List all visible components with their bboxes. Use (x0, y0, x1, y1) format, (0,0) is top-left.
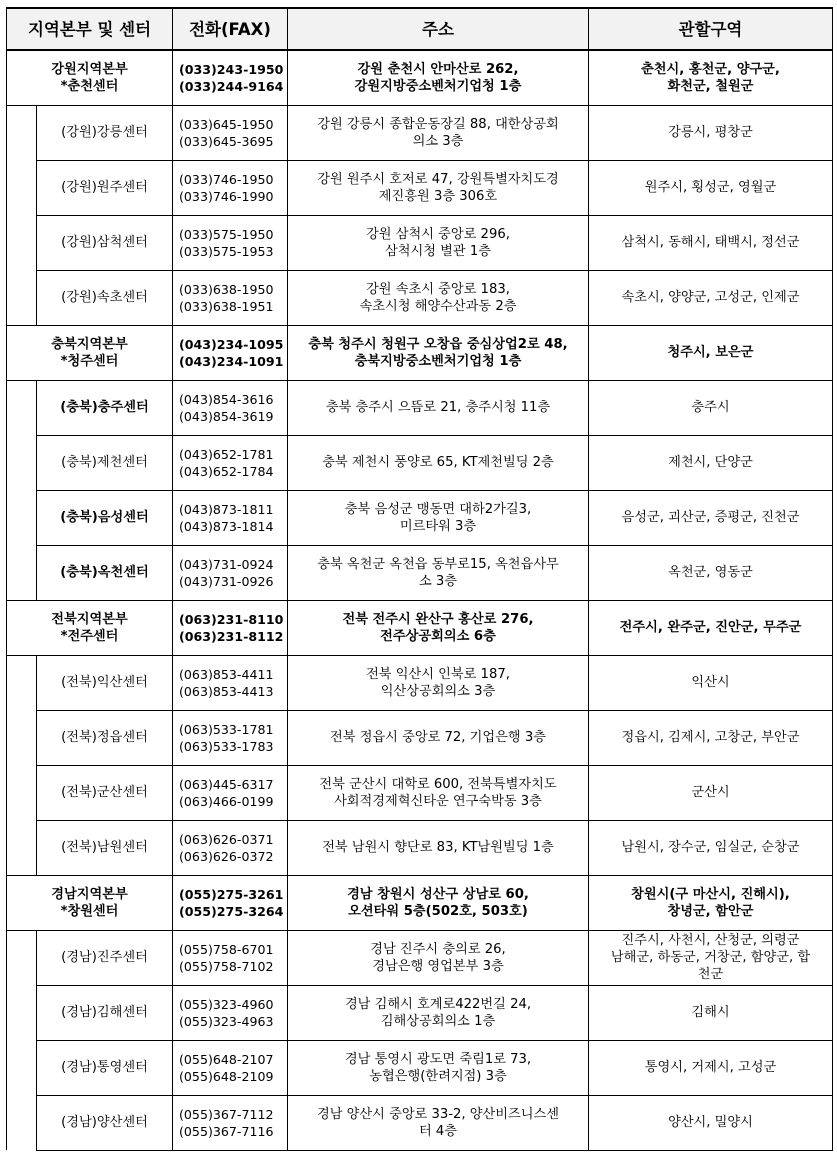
phone-line: (055)648-2107 (179, 1051, 274, 1067)
center-name-line: (충북)제천센터 (61, 455, 148, 470)
phone-line: (055)323-4963 (179, 1013, 274, 1029)
area-cell (589, 490, 833, 545)
address-line: 농협은행(한려지점) 3층 (369, 1068, 507, 1084)
address-cell (288, 1040, 589, 1095)
address-line: 속초시청 해양수산과동 2층 (359, 298, 517, 314)
address-line: 충북 제천시 풍양로 65, KT제천빌딩 2층 (322, 455, 554, 470)
center-row (7, 105, 833, 160)
area-cell (589, 820, 833, 875)
address-line: 강원 삼척시 중앙로 296, (366, 226, 510, 242)
center-name (37, 490, 173, 545)
phone-cell (173, 875, 288, 930)
address-cell (288, 490, 589, 545)
center-name (37, 1040, 173, 1095)
center-name-line: (경남)진주센터 (61, 950, 148, 965)
phone-line: (033)575-1953 (179, 243, 274, 259)
header-region: 지역본부 및 센터 (7, 8, 173, 50)
center-name (37, 435, 173, 490)
address-line: 전북 익산시 인북로 187, (366, 666, 510, 682)
address-line: 강원 강릉시 종합운동장길 88, 대한상공회 (317, 116, 559, 132)
center-name (37, 765, 173, 820)
address-line: 전북 전주시 완산구 홍산로 276, (342, 611, 534, 627)
area-cell (589, 1040, 833, 1095)
center-name (37, 380, 173, 435)
address-line: 경남 김해시 호계로422번길 24, (344, 996, 532, 1012)
address-cell (288, 215, 589, 270)
phone-line: (043)873-1811 (179, 501, 274, 517)
hq-name-line: 경남지역본부 (51, 886, 128, 902)
area-cell (589, 215, 833, 270)
address-line: 충북 옥천군 옥천읍 동부로15, 옥천읍사무 (317, 556, 559, 572)
phone-line: (033)638-1950 (179, 281, 274, 297)
area-cell (589, 105, 833, 160)
address-line: 경남 진주시 충의로 26, (370, 941, 506, 957)
phone-line: (063)231-8110 (179, 611, 284, 627)
area-cell (589, 655, 833, 710)
center-name (37, 270, 173, 325)
phone-cell (173, 215, 288, 270)
phone-cell (173, 1040, 288, 1095)
address-line: 김해상공회의소 1층 (380, 1013, 496, 1029)
phone-line: (063)533-1781 (179, 721, 274, 737)
center-name-line: (충북)충주센터 (60, 400, 149, 415)
address-cell (288, 435, 589, 490)
phone-line: (055)367-7116 (179, 1123, 274, 1139)
phone-line: (033)243-1950 (179, 61, 284, 77)
phone-cell (173, 930, 288, 985)
area-cell (589, 160, 833, 215)
hq-row (7, 50, 833, 105)
center-name-line: (전북)군산센터 (61, 785, 148, 800)
address-cell (288, 765, 589, 820)
center-row (7, 765, 833, 820)
address-line: 전북 정읍시 중앙로 72, 기업은행 3층 (330, 730, 546, 745)
phone-cell (173, 985, 288, 1040)
phone-line: (043)854-3619 (179, 408, 274, 424)
phone-line: (063)853-4413 (179, 683, 274, 699)
address-line: 충북지방중소벤처기업청 1층 (354, 353, 522, 369)
area-cell (589, 270, 833, 325)
phone-cell (173, 160, 288, 215)
center-row (7, 820, 833, 875)
address-line: 충북 충주시 으뜸로 21, 충주시청 11층 (325, 400, 551, 415)
address-cell (288, 710, 589, 765)
area-cell (589, 765, 833, 820)
center-row (7, 380, 833, 435)
phone-cell (173, 765, 288, 820)
phone-line: (043)731-0926 (179, 573, 274, 589)
indent-cell (7, 1040, 37, 1095)
address-cell (288, 985, 589, 1040)
hq-name-line: *춘천센터 (60, 78, 119, 94)
hq-name (7, 50, 173, 105)
center-name (37, 930, 173, 985)
area-line: 군산시 (691, 785, 730, 800)
indent-cell (7, 710, 37, 765)
phone-line: (063)533-1783 (179, 738, 274, 754)
header-address: 주소 (288, 8, 589, 50)
address-cell (288, 1095, 589, 1150)
phone-line: (033)645-3695 (179, 133, 274, 149)
area-cell (589, 930, 833, 985)
phone-line: (043)234-1091 (179, 353, 284, 369)
center-name (37, 985, 173, 1040)
phone-line: (055)758-7102 (179, 958, 274, 974)
center-table (6, 7, 833, 1151)
phone-line: (063)626-0372 (179, 848, 274, 864)
area-cell (589, 600, 833, 655)
area-line: 창원시(구 마산시, 진해시), (631, 886, 790, 902)
hq-name-line: *청주센터 (60, 353, 119, 369)
address-line: 전북 남원시 향단로 83, KT남원빌딩 1층 (322, 840, 554, 855)
indent-cell (7, 380, 37, 435)
address-cell (288, 160, 589, 215)
area-line: 강릉시, 평창군 (668, 125, 753, 140)
address-line: 충북 음성군 맹동면 대하2가길3, (344, 501, 532, 517)
phone-line: (043)873-1814 (179, 518, 274, 534)
phone-line: (033)746-1990 (179, 188, 274, 204)
center-row (7, 545, 833, 600)
address-line: 사회적경제혁신타운 연구숙박동 3층 (334, 793, 542, 809)
center-name-line: (전북)익산센터 (61, 675, 148, 690)
phone-line: (033)645-1950 (179, 116, 274, 132)
area-line: 춘천시, 홍천군, 양구군, (641, 61, 780, 77)
phone-cell (173, 270, 288, 325)
address-cell (288, 930, 589, 985)
area-line: 전주시, 완주군, 진안군, 무주군 (619, 620, 802, 635)
phone-cell (173, 435, 288, 490)
address-cell (288, 325, 589, 380)
center-row (7, 985, 833, 1040)
phone-cell (173, 325, 288, 380)
center-name-line: (경남)통영센터 (61, 1060, 148, 1075)
area-line: 충주시 (691, 400, 730, 415)
hq-name-line: *창원센터 (60, 903, 119, 919)
address-cell (288, 270, 589, 325)
hq-row (7, 600, 833, 655)
center-name (37, 820, 173, 875)
center-name-line: (강원)삼척센터 (61, 235, 148, 250)
center-name-line: (강원)강릉센터 (61, 125, 148, 140)
center-name-line: (전북)정읍센터 (61, 730, 148, 745)
center-name (37, 1095, 173, 1150)
phone-line: (063)626-0371 (179, 831, 274, 847)
center-row (7, 710, 833, 765)
address-cell (288, 50, 589, 105)
indent-cell (7, 820, 37, 875)
indent-cell (7, 105, 37, 160)
address-cell (288, 600, 589, 655)
area-line: 진주시, 사천시, 산청군, 의령군 (621, 933, 800, 948)
area-line: 삼척시, 동해시, 태백시, 정선군 (621, 235, 800, 250)
phone-cell (173, 50, 288, 105)
area-cell (589, 875, 833, 930)
area-line: 익산시 (691, 675, 730, 690)
address-line: 강원지방중소벤처기업청 1층 (354, 78, 522, 94)
area-cell (589, 325, 833, 380)
area-cell (589, 435, 833, 490)
center-row (7, 1095, 833, 1150)
area-line: 남해군, 하동군, 거창군, 함양군, 합 (610, 950, 811, 965)
phone-line: (055)367-7112 (179, 1106, 274, 1122)
area-line: 양산시, 밀양시 (668, 1115, 753, 1130)
center-name-line: (경남)김해센터 (61, 1005, 148, 1020)
hq-name-line: *전주센터 (60, 628, 119, 644)
center-name (37, 160, 173, 215)
hq-row (7, 875, 833, 930)
hq-name-line: 강원지역본부 (51, 61, 128, 77)
center-row (7, 270, 833, 325)
phone-line: (055)648-2109 (179, 1068, 274, 1084)
indent-cell (7, 215, 37, 270)
phone-line: (063)445-6317 (179, 776, 274, 792)
phone-cell (173, 600, 288, 655)
center-name (37, 215, 173, 270)
phone-line: (043)652-1784 (179, 463, 274, 479)
address-cell (288, 545, 589, 600)
header-phone: 전화(FAX) (173, 8, 288, 50)
address-line: 전북 군산시 대학로 600, 전북특별자치도 (319, 776, 557, 792)
header-area: 관할구역 (589, 8, 833, 50)
phone-line: (043)731-0924 (179, 556, 274, 572)
area-line: 원주시, 횡성군, 영월군 (644, 180, 777, 195)
area-line: 음성군, 괴산군, 증평군, 진천군 (621, 510, 800, 525)
phone-line: (055)275-3261 (179, 886, 284, 902)
indent-cell (7, 490, 37, 545)
address-line: 경남은행 영업본부 3층 (372, 958, 504, 974)
center-name-line: (경남)양산센터 (61, 1115, 148, 1130)
indent-cell (7, 930, 37, 985)
area-cell (589, 1095, 833, 1150)
address-cell (288, 380, 589, 435)
phone-line: (033)746-1950 (179, 171, 274, 187)
hq-name (7, 875, 173, 930)
area-cell (589, 380, 833, 435)
center-row (7, 1040, 833, 1095)
phone-cell (173, 820, 288, 875)
phone-cell (173, 105, 288, 160)
hq-name-line: 충북지역본부 (51, 336, 128, 352)
area-line: 옥천군, 영동군 (668, 565, 753, 580)
indent-cell (7, 545, 37, 600)
phone-line: (055)275-3264 (179, 903, 284, 919)
area-line: 청주시, 보은군 (667, 345, 754, 360)
address-line: 의소 3층 (412, 133, 464, 149)
phone-line: (063)466-0199 (179, 793, 274, 809)
address-line: 제진흥원 3층 306호 (378, 188, 498, 204)
address-line: 소 3층 (418, 573, 458, 589)
area-line: 속초시, 양양군, 고성군, 인제군 (621, 290, 800, 305)
address-line: 충북 청주시 청원구 오창읍 중심상업2로 48, (308, 336, 568, 352)
address-line: 강원 속초시 중앙로 183, (366, 281, 510, 297)
phone-line: (055)323-4960 (179, 996, 274, 1012)
address-line: 오션타워 5층(502호, 503호) (348, 903, 528, 919)
phone-cell (173, 710, 288, 765)
center-row (7, 215, 833, 270)
phone-line: (033)638-1951 (179, 298, 274, 314)
address-cell (288, 105, 589, 160)
phone-line: (043)652-1781 (179, 446, 274, 462)
phone-line: (063)853-4411 (179, 666, 274, 682)
address-cell (288, 820, 589, 875)
address-cell (288, 875, 589, 930)
center-row (7, 435, 833, 490)
area-line: 제천시, 단양군 (668, 455, 753, 470)
center-name-line: (강원)속초센터 (61, 290, 148, 305)
area-line: 화천군, 철원군 (667, 78, 754, 94)
address-line: 터 4층 (418, 1123, 458, 1139)
center-name-line: (강원)원주센터 (61, 180, 148, 195)
center-name-line: (충북)음성센터 (60, 510, 149, 525)
phone-cell (173, 655, 288, 710)
phone-line: (033)575-1950 (179, 226, 274, 242)
header-row (7, 8, 833, 50)
center-row (7, 655, 833, 710)
hq-name (7, 325, 173, 380)
indent-cell (7, 765, 37, 820)
center-name (37, 655, 173, 710)
indent-cell (7, 435, 37, 490)
hq-name (7, 600, 173, 655)
center-row (7, 490, 833, 545)
address-line: 강원 춘천시 안마산로 262, (357, 61, 519, 77)
center-name-line: (전북)남원센터 (61, 840, 148, 855)
address-line: 경남 창원시 성산구 상남로 60, (347, 886, 529, 902)
address-line: 익산상공회의소 3층 (380, 683, 496, 699)
address-line: 삼척시청 별관 1층 (385, 243, 491, 259)
area-line: 남원시, 장수군, 임실군, 순창군 (621, 840, 800, 855)
address-cell (288, 655, 589, 710)
phone-line: (043)234-1095 (179, 336, 284, 352)
center-name (37, 105, 173, 160)
area-line: 창녕군, 함안군 (667, 903, 754, 919)
phone-cell (173, 545, 288, 600)
indent-cell (7, 160, 37, 215)
phone-cell (173, 1095, 288, 1150)
phone-line: (033)244-9164 (179, 78, 284, 94)
indent-cell (7, 1095, 37, 1150)
area-line: 김해시 (691, 1005, 730, 1020)
phone-cell (173, 380, 288, 435)
center-name-line: (충북)옥천센터 (60, 565, 149, 580)
area-cell (589, 545, 833, 600)
center-directory (6, 7, 832, 1151)
phone-line: (043)854-3616 (179, 391, 274, 407)
center-name (37, 545, 173, 600)
indent-cell (7, 655, 37, 710)
address-line: 경남 통영시 광도면 죽림1로 73, (344, 1051, 532, 1067)
address-line: 강원 원주시 호저로 47, 강원특별자치도경 (317, 171, 559, 187)
center-name (37, 710, 173, 765)
phone-line: (055)758-6701 (179, 941, 274, 957)
address-line: 미르타워 3층 (399, 518, 477, 534)
area-cell (589, 50, 833, 105)
phone-line: (063)231-8112 (179, 628, 284, 644)
area-line: 정읍시, 김제시, 고창군, 부안군 (621, 730, 800, 745)
area-cell (589, 710, 833, 765)
indent-cell (7, 985, 37, 1040)
area-line: 천군 (697, 967, 724, 982)
phone-cell (173, 490, 288, 545)
address-line: 경남 양산시 중앙로 33-2, 양산비즈니스센 (317, 1106, 559, 1122)
address-line: 전주상공회의소 6층 (380, 628, 496, 644)
hq-row (7, 325, 833, 380)
hq-name-line: 전북지역본부 (51, 611, 128, 627)
indent-cell (7, 270, 37, 325)
area-cell (589, 985, 833, 1040)
center-row (7, 930, 833, 985)
center-row (7, 160, 833, 215)
area-line: 통영시, 거제시, 고성군 (644, 1060, 777, 1075)
